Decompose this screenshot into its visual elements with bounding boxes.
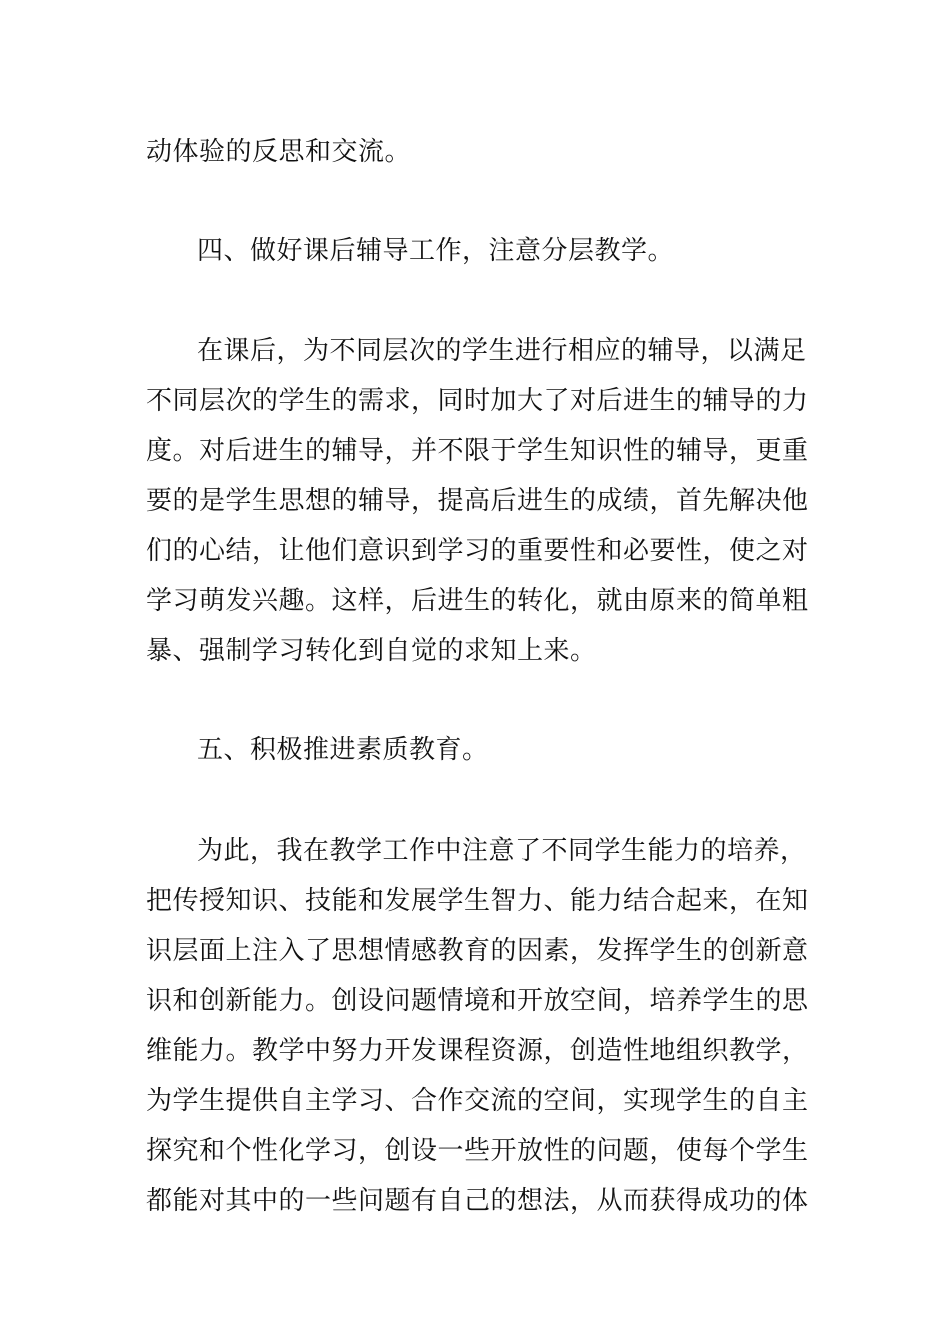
section-heading-5: 五、积极推进素质教育。	[197, 735, 489, 765]
paragraph-line: 识和创新能力。创设问题情境和开放空间，培养学生的思	[146, 986, 809, 1016]
paragraph-line: 动体验的反思和交流。	[146, 137, 412, 167]
section-heading-4: 四、做好课后辅导工作，注意分层教学。	[197, 236, 675, 266]
paragraph-line: 学习萌发兴趣。这样，后进生的转化，就由原来的简单粗	[146, 586, 809, 616]
paragraph-line: 在课后，为不同层次的学生进行相应的辅导，以满足	[197, 336, 807, 366]
paragraph-line: 识层面上注入了思想情感教育的因素，发挥学生的创新意	[146, 936, 809, 966]
paragraph-line: 度。对后进生的辅导，并不限于学生知识性的辅导，更重	[146, 436, 809, 466]
paragraph-line: 不同层次的学生的需求，同时加大了对后进生的辅导的力	[146, 386, 809, 416]
paragraph-line: 探究和个性化学习，创设一些开放性的问题，使每个学生	[146, 1136, 809, 1166]
paragraph-line: 把传授知识、技能和发展学生智力、能力结合起来，在知	[146, 886, 809, 916]
paragraph-line: 要的是学生思想的辅导，提高后进生的成绩，首先解决他	[146, 486, 809, 516]
paragraph-line: 维能力。教学中努力开发课程资源，创造性地组织教学，	[146, 1036, 809, 1066]
paragraph-line: 为学生提供自主学习、合作交流的空间，实现学生的自主	[146, 1086, 809, 1116]
paragraph-line: 都能对其中的一些问题有自己的想法，从而获得成功的体	[146, 1186, 809, 1216]
paragraph-line: 们的心结，让他们意识到学习的重要性和必要性，使之对	[146, 536, 809, 566]
paragraph-line: 为此，我在教学工作中注意了不同学生能力的培养，	[197, 836, 807, 866]
paragraph-line: 暴、强制学习转化到自觉的求知上来。	[146, 636, 597, 666]
